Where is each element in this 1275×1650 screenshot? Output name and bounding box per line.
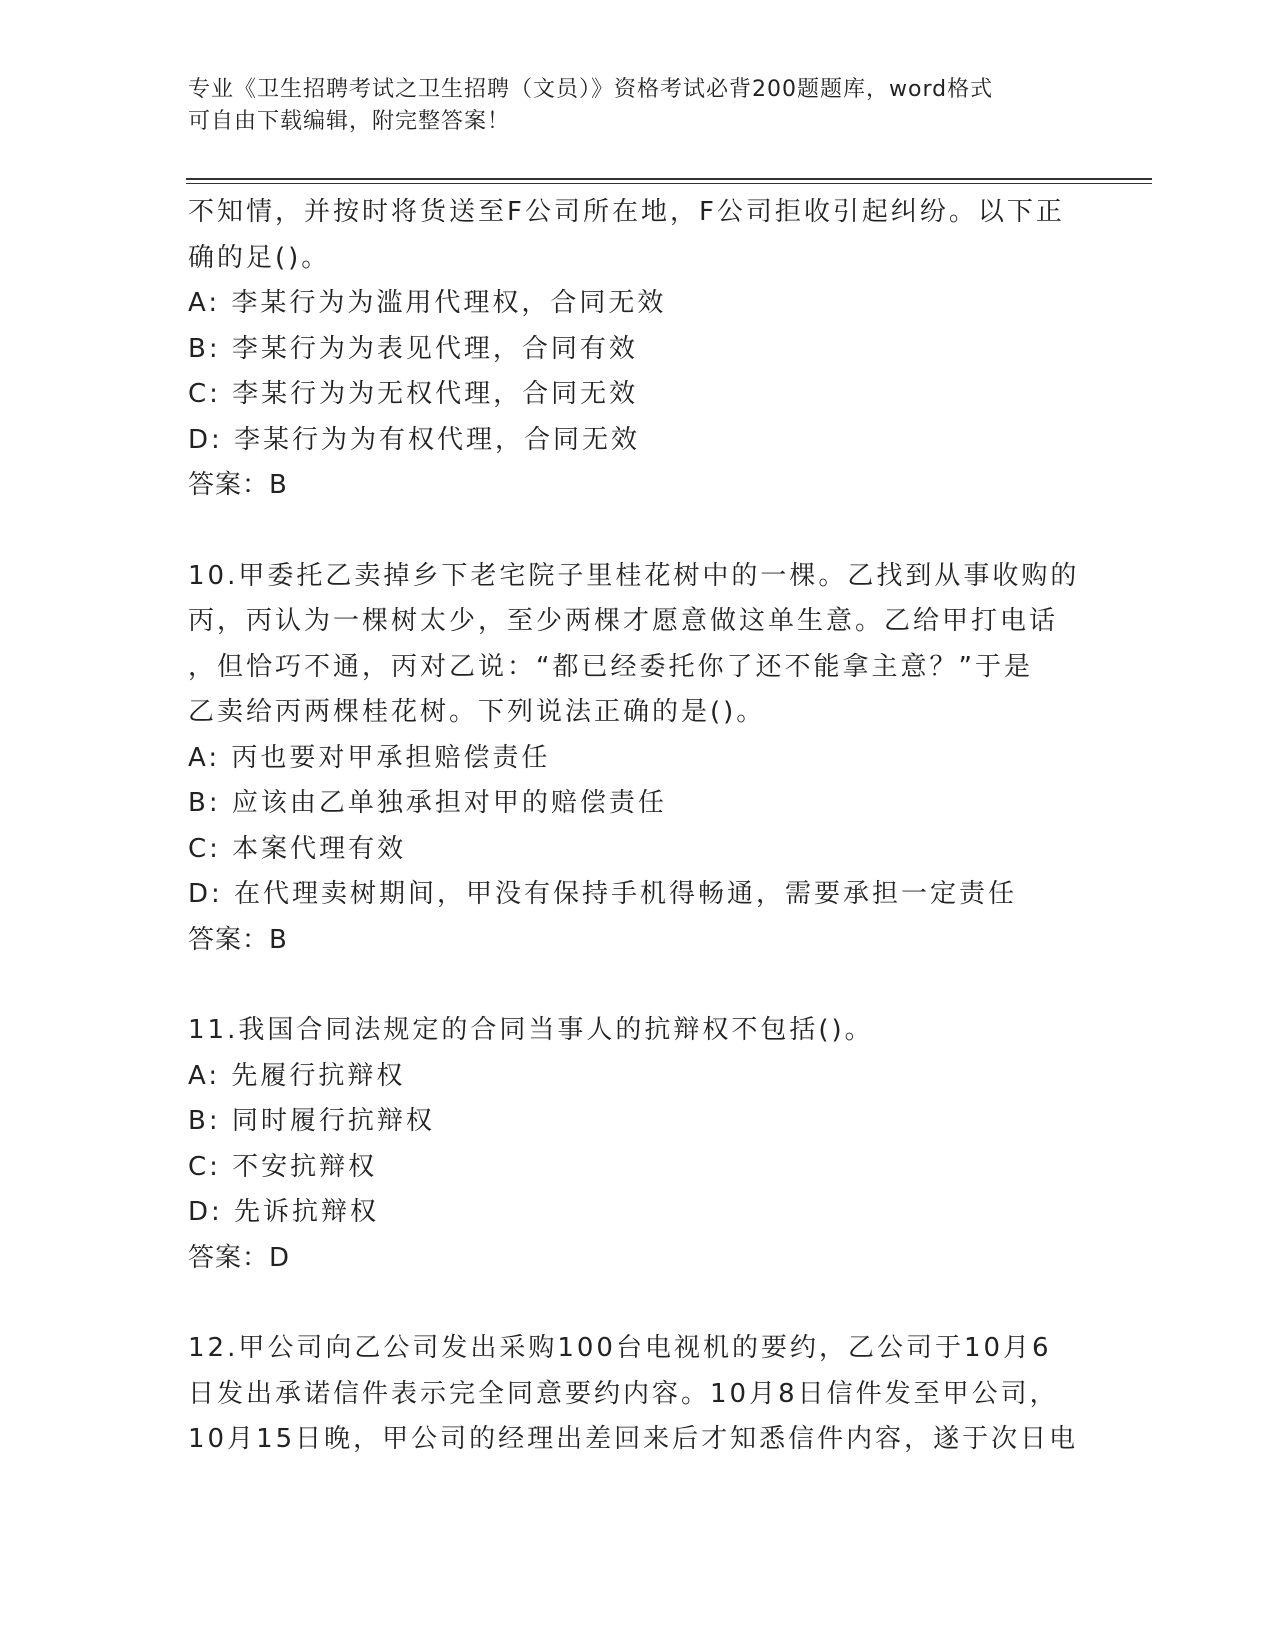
question-12 bbox=[188, 1326, 1088, 1463]
document-body bbox=[188, 190, 1088, 1463]
spacer bbox=[188, 509, 1088, 554]
option-c: C: 本案代理有效 bbox=[188, 833, 407, 864]
question-text: 丙，丙认为一棵树太少，至少两棵才愿意做这单生意。乙给甲打电话 bbox=[188, 606, 1059, 636]
option-b: B: 同时履行抗辩权 bbox=[188, 1106, 435, 1136]
option-d: D: 在代理卖树期间，甲没有保持手机得畅通，需要承担一定责任 bbox=[188, 879, 1018, 909]
spacer bbox=[188, 963, 1088, 1008]
option-c: C: 李某行为为无权代理，合同无效 bbox=[188, 379, 639, 409]
answer: 答案：B bbox=[188, 470, 288, 500]
document-header bbox=[188, 74, 1068, 138]
option-b: B: 李某行为为表见代理，合同有效 bbox=[188, 333, 638, 364]
header-line-1: 专业《卫生招聘考试之卫生招聘（文员）》资格考试必背200题题库，word格式 bbox=[188, 77, 994, 102]
option-a: A: 李某行为为滥用代理权，合同无效 bbox=[188, 288, 667, 318]
option-d: D: 先诉抗辩权 bbox=[188, 1197, 380, 1227]
option-a: A: 丙也要对甲承担赔偿责任 bbox=[188, 742, 551, 773]
question-text: 日发出承诺信件表示完全同意要约内容。10月8日信件发至甲公司， bbox=[188, 1378, 1059, 1409]
question-text: 乙卖给丙两棵桂花树。下列说法正确的是()。 bbox=[188, 697, 766, 727]
option-a: A: 先履行抗辩权 bbox=[188, 1060, 406, 1091]
question-10 bbox=[188, 554, 1088, 964]
answer: 答案：B bbox=[188, 924, 288, 955]
question-text: 12.甲公司向乙公司发出采购100台电视机的要约，乙公司于10月6 bbox=[188, 1333, 1052, 1363]
option-b: B: 应该由乙单独承担对甲的赔偿责任 bbox=[188, 788, 667, 818]
question-text: 11.我国合同法规定的合同当事人的抗辩权不包括()。 bbox=[188, 1015, 874, 1045]
question-text: 不知情，并按时将货送至F公司所在地，F公司拒收引起纠纷。以下正 bbox=[188, 197, 1065, 227]
question-text: 10月15日晚，甲公司的经理出差回来后才知悉信件内容，遂于次日电 bbox=[188, 1424, 1079, 1454]
header-line-2: 可自由下载编辑，附完整答案！ bbox=[188, 109, 511, 134]
answer: 答案：D bbox=[188, 1242, 291, 1273]
header-rule-thin bbox=[186, 183, 1152, 184]
spacer bbox=[188, 1281, 1088, 1326]
header-rule-thick bbox=[186, 178, 1152, 180]
option-c: C: 不安抗辩权 bbox=[188, 1151, 378, 1182]
question-text: 10.甲委托乙卖掉乡下老宅院子里桂花树中的一棵。乙找到从事收购的 bbox=[188, 560, 1080, 591]
option-d: D: 李某行为为有权代理，合同无效 bbox=[188, 424, 641, 455]
question-text: ，但恰巧不通，丙对乙说：“都已经委托你了还不能拿主意？”于是 bbox=[188, 651, 1033, 682]
question-11 bbox=[188, 1008, 1088, 1281]
question-9 bbox=[188, 190, 1088, 509]
question-text: 确的足()。 bbox=[188, 242, 331, 273]
